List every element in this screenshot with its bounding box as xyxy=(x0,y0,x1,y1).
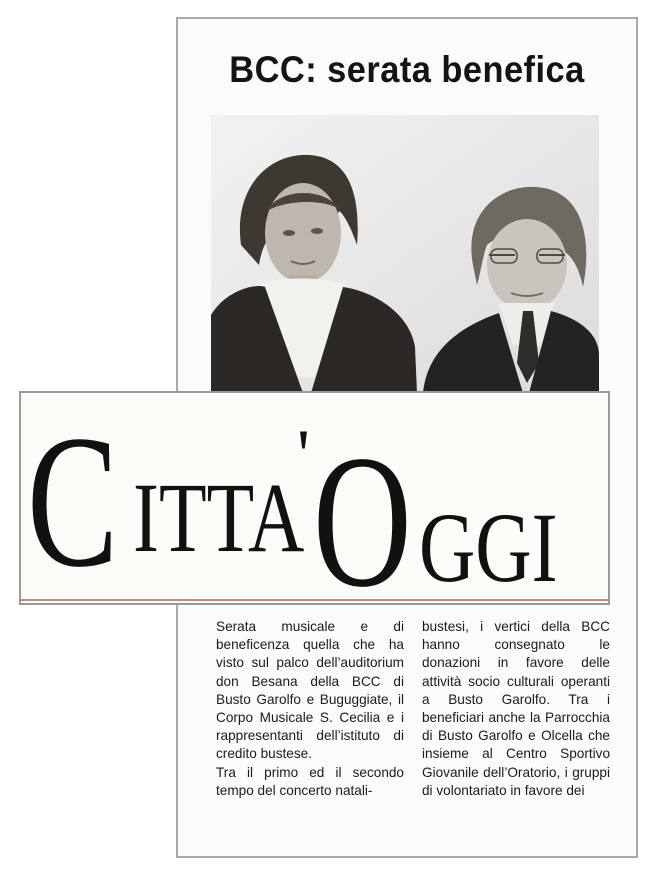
logo-letters-ggi: GGI xyxy=(419,492,558,599)
newspaper-masthead xyxy=(19,391,610,605)
logo-apostrophe: ' xyxy=(297,415,310,495)
article-photo xyxy=(211,115,599,393)
article-headline: BCC: serata benefica xyxy=(229,49,585,90)
masthead-rule xyxy=(21,599,608,601)
article-column-right xyxy=(422,618,610,800)
logo-letters-itta: ITTA xyxy=(133,462,305,574)
paragraph: Serata musicale e di beneficenza quella che ha visto sul palco dell’auditorium don Besana della BCC di Busto Garolfo e Buguggiate, il Corpo Musicale S. Cecilia e i rappresentanti dell’istituto di credito bustese. xyxy=(216,619,404,762)
logo-letter-c: C xyxy=(27,395,119,599)
paragraph: bustesi, i vertici della BCC hanno consegnato le donazioni in favore delle attività socio culturali operanti a Busto Garolfo. Tra i beneficiari anche la Parrocchia di Busto Garolfo e Olcella che insieme al Centro Sportivo Giovanile dell’Oratorio, i gruppi di volontariato in favore dei xyxy=(422,619,610,798)
masthead-logo xyxy=(21,393,612,599)
article-column-left xyxy=(216,618,404,800)
photo-illustration xyxy=(211,115,599,393)
logo-letter-o: O xyxy=(313,415,412,599)
paragraph: Tra il primo ed il secondo tempo del concerto natali- xyxy=(216,764,404,798)
